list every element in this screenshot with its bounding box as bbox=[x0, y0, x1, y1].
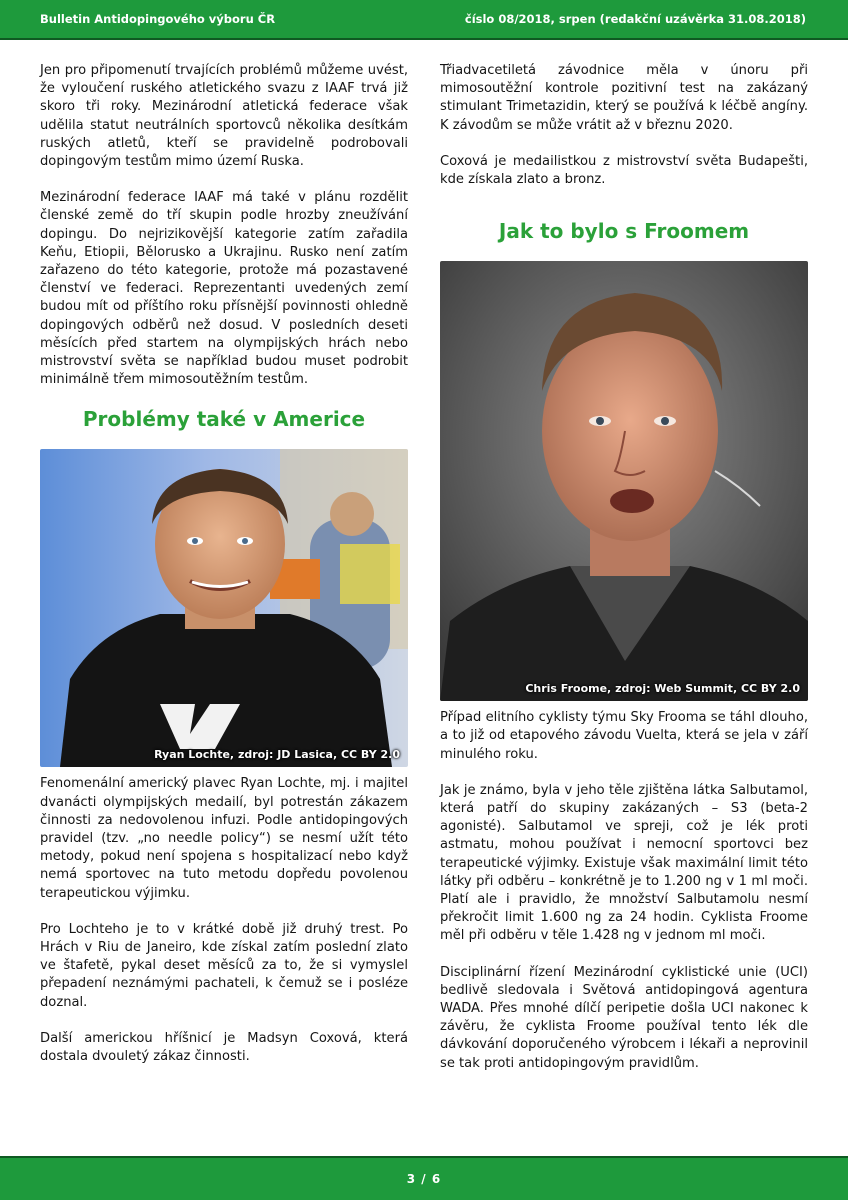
bulletin-title: Bulletin Antidopingového výboru ČR bbox=[40, 12, 276, 26]
page-header bbox=[0, 0, 848, 38]
paragraph: Mezinárodní federace IAAF má také v plánu rozdělit členské země do tří skupin podle hrozby zneužívání dopingu. Do nejrizikovější kategorie zatím zařadila Keňu, Etiopii, Bělorusko a Ukrajinu. Rusko není zatím zařazeno do této kategorie, protože má pozastavené členství ve federaci. Reprezentanti uvedených zemí budou mít od příštího roku přísnější povinnosti ohledně dopingových odběrů než dosud. V posledních deseti měsících před startem na olympijských hrách nebo mistrovství světa se například budou muset podrobit minimálně třem mimosoutěžním testům. bbox=[40, 190, 408, 388]
paragraph: Případ elitního cyklisty týmu Sky Frooma se táhl dlouho, a to již od etapového závodu Vuelta, která se jela v září minulého roku. bbox=[440, 710, 808, 762]
photo-chris-froome bbox=[440, 261, 808, 701]
paragraph: Další americkou hříšnicí je Madsyn Coxová, která dostala dvouletý zákaz činnosti. bbox=[40, 1030, 408, 1065]
section-heading-froome: Jak to bylo s Froomem bbox=[498, 219, 750, 244]
paragraph: Třiadvacetiletá závodnice měla v únoru při mimosoutěžní kontrole pozitivní test na zakázaný stimulant Trimetazidin, který se používá k léčbě angíny. K závodům se může vrátit až v březnu 2020. bbox=[440, 63, 808, 133]
issue-info: číslo 08/2018, srpen (redakční uzávěrka 31.08.2018) bbox=[464, 12, 806, 26]
paragraph: Disciplinární řízení Mezinárodní cyklistické unie (UCI) bedlivě sledovala i Světová antidopingová agentura WADA. Přes mnohé dílčí peripetie došla UCI nakonec k závěru, že cyklista Froome používal tento lék dle dávkování doporučeného výrobcem i lékaři a neprovinil se tak proti antidopingovým pravidlům. bbox=[440, 964, 808, 1071]
paragraph: Pro Lochteho je to v krátké době již druhý trest. Po Hrách v Riu de Janeiro, kde získal zatím poslední zlato ve štafetě, pykal deset měsíců za to, že si vymyslel přepadení neznámými pachateli, k čemuž se i posléze doznal. bbox=[40, 921, 408, 1010]
page-footer bbox=[0, 1158, 848, 1200]
section-heading-america: Problémy také v Americe bbox=[82, 407, 366, 432]
photo-caption: Chris Froome, zdroj: Web Summit, CC BY 2.0 bbox=[525, 682, 800, 696]
page-number: 3 / 6 bbox=[406, 1172, 442, 1186]
header-rule bbox=[0, 38, 848, 40]
paragraph: Coxová je medailistkou z mistrovství světa Budapešti, kde získala zlato a bronz. bbox=[440, 153, 808, 188]
paragraph: Fenomenální americký plavec Ryan Lochte, mj. i majitel dvanácti olympijských medailí, byl potrestán zákazem činnosti za nedovolenou infuzi. Podle antidopingových pravidel (tzv. „no needle policy“) se nesmí užít této metody, pokud není spojena s hospitalizací nebo když nemá sportovec na tuto metodu dopředu povolenou terapeutickou výjimku. bbox=[40, 776, 408, 901]
photo-caption: Ryan Lochte, zdroj: JD Lasica, CC BY 2.0 bbox=[154, 748, 400, 762]
paragraph: Jen pro připomenutí trvajících problémů můžeme uvést, že vyloučení ruského atletického svazu z IAAF trvá již skoro tři roky. Mezinárodní atletická federace však udělila statut neutrálních sportovců několika desítkám ruských atletů, kteří se pravidelně podrobovali dopingovým testům mimo území Ruska. bbox=[40, 63, 408, 170]
photo-illustration bbox=[440, 261, 808, 701]
paragraph: Jak je známo, byla v jeho těle zjištěna látka Salbutamol, která patří do skupiny zakázaných – S3 (beta-2 agonisté). Salbutamol ve spreji, což je lék proti astmatu, mohou používat i nemocní sportovci bez terapeutické výjimky. Existuje však maximální limit této látky při odběru – konkrétně je to 1.200 ng v 1 ml moči. Platí ale i pravidlo, že množství Salbutamolu nesmí překročit limit 1.600 ng za 24 hodin. Cyklista Froome měl při odběru v těle 1.428 ng v jednom ml moči. bbox=[440, 782, 808, 944]
photo-illustration bbox=[40, 449, 408, 767]
photo-ryan-lochte bbox=[40, 449, 408, 767]
left-column bbox=[40, 62, 408, 1084]
right-column bbox=[440, 62, 808, 1091]
